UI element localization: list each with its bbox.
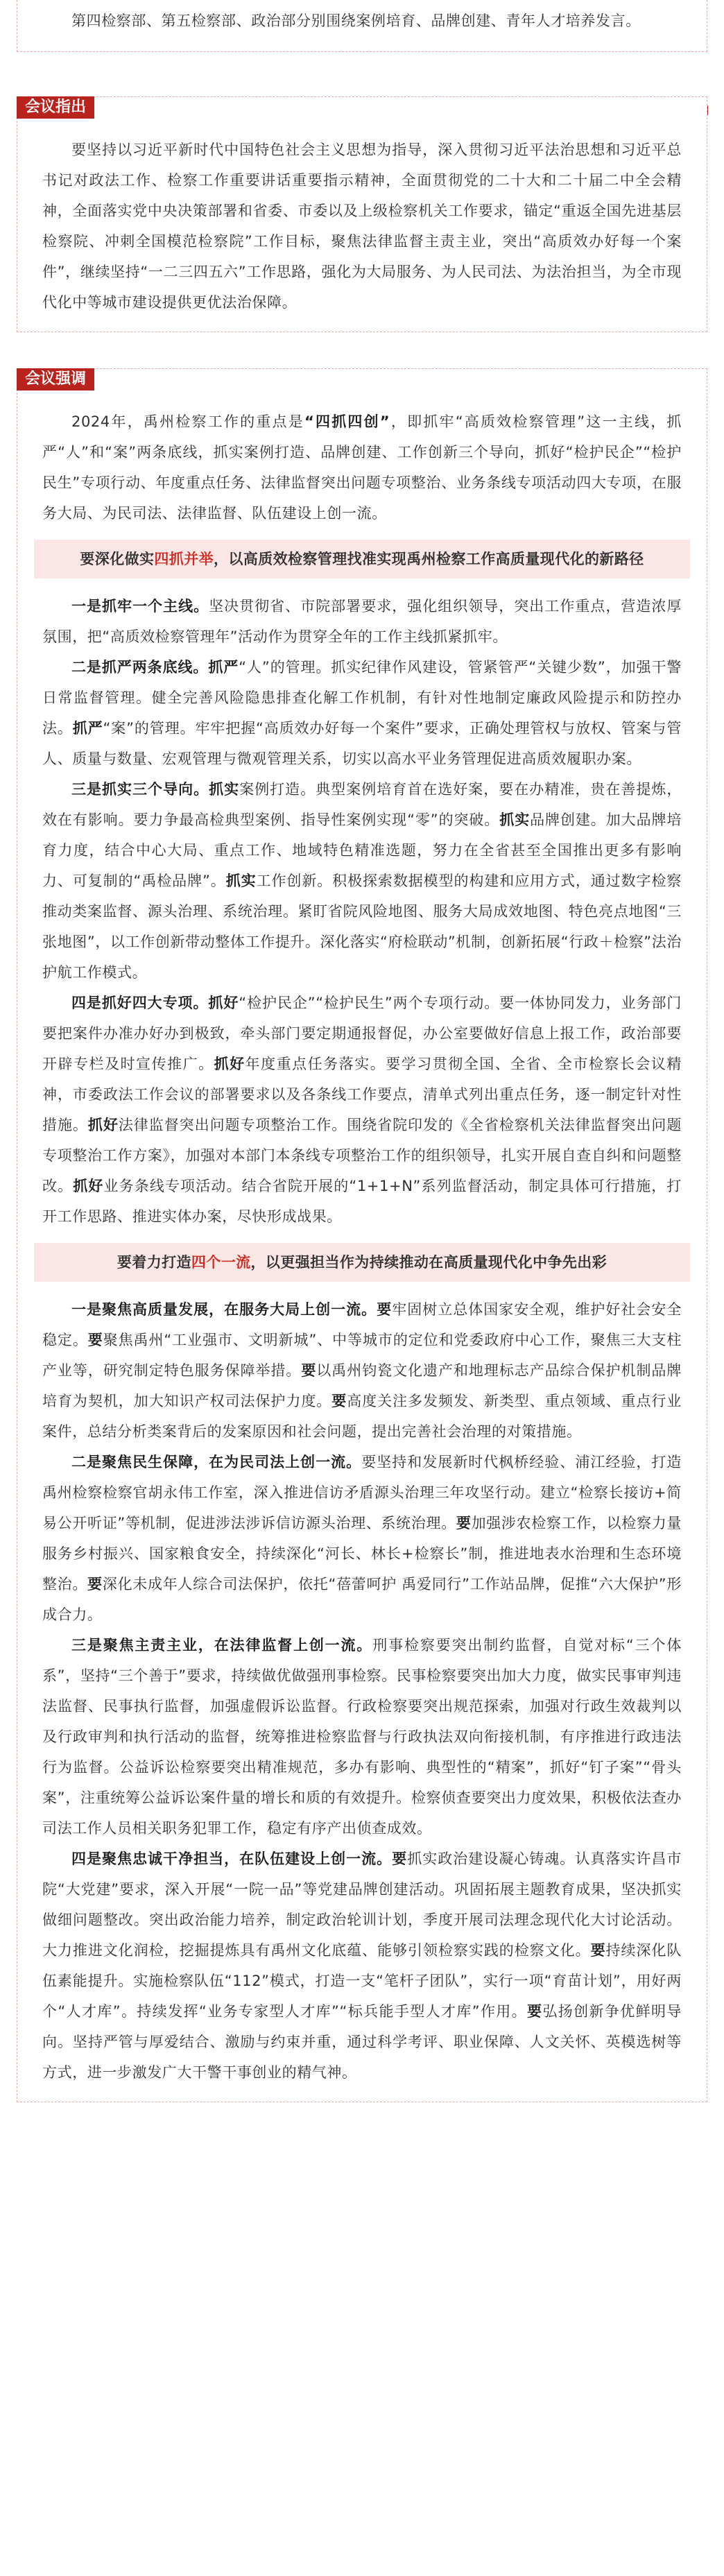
section-paragraph: 四是聚焦忠诚干净担当，在队伍建设上创一流。要抓实政治建设凝心铸魂。认真落实许昌市院“大党建”要求，深入开展“一院一品”等党建品牌创建活动。巩固拓展主题教育成果，坚决抓实做细问题整改。突出政治能力培养，制定政治轮训计划，季度开展司法理念现代化大讨论活动。大力推进文化润检，挖掘提炼具有禹州文化底蕴、能够引领检察实践的检察文化。要持续深化队伍素能提升。实施检察队伍“112”模式，打造一支“笔杆子团队”，实行一项“育苗计划”，用好两个“人才库”。持续发挥“业务专家型人才库”“标兵能手型人才库”作用。要弘扬创新争优鲜明导向。坚持严管与厚爱结合、激励与约束并重，通过科学考评、职业保障、人文关怀、英模选树等方式，进一步激发广大干警干事创业的精气神。 xyxy=(42,1851,682,2081)
subheading: 要着力打造四个一流，以更强担当作为持续推动在高质量现代化中争先出彩 xyxy=(34,1243,690,1282)
intro-box xyxy=(17,0,707,52)
section-paragraph: 一是聚焦高质量发展，在服务大局上创一流。要牢固树立总体国家安全观，维护好社会安全稳定。要聚焦禹州“工业强市、文明新城”、中等城市的定位和党委政府中心工作，聚焦三大支柱产业等，研究制定特色服务保障举措。要以禹州钧瓷文化遗产和地理标志产品综合保护机制品牌培育为契机，加大知识产权司法保护力度。要高度关注多发频发、新类型、重点领域、重点行业案件，总结分析类案背后的发案原因和社会问题，提出完善社会治理的对策措施。 xyxy=(42,1301,682,1440)
section-paragraph: 三是抓实三个导向。抓实案例打造。典型案例培育首在选好案，要在办精准，贵在善提炼，效在有影响。要力争最高检典型案例、指导性案例实现“零”的突破。抓实品牌创建。加大品牌培育力度，结合中心大局、重点工作、地域特色精准选题，努力在全省甚至全国推出更多有影响力、可复制的“禹检品牌”。抓实工作创新。积极探索数据模型的构建和应用方式，通过数字检察推动类案监督、源头治理、系统治理。紧盯省院风险地图、服务大局成效地图、特色亮点地图“三张地图”，以工作创新带动整体工作提升。深化落实“府检联动”机制，创新拓展“行政＋检察”法治护航工作模式。 xyxy=(42,781,682,981)
section-paragraph: 2024年，禹州检察工作的重点是“四抓四创”，即抓牢“高质效检察管理”这一主线，抓严“人”和“案”两条底线，抓实案例打造、品牌创建、工作创新三个导向，抓好“检护民企”“检护民生”专项行动、年度重点任务、法律监督突出问题专项整治、业务条线专项活动四大专项，在服务大局、为民司法、法律监督、队伍建设上创一流。 xyxy=(42,413,682,522)
section-paragraph: 一是抓牢一个主线。坚决贯彻省、市院部署要求，强化组织领导，突出工作重点，营造浓厚氛围，把“高质效检察管理年”活动作为贯穿全年的工作主线抓紧抓牢。 xyxy=(42,598,682,645)
section-paragraph: 要坚持以习近平新时代中国特色社会主义思想为指导，深入贯彻习近平法治思想和习近平总书记对政法工作、检察工作重要讲话重要指示精神，全面贯彻党的二十大和二十届二中全会精神，全面落实党中央决策部署和省委、市委以及上级检察机关工作要求，锚定“重返全国先进基层检察院、冲刺全国模范检察院”工作目标，聚焦法律监督主责主业，突出“高质效办好每一个案件”，继续坚持“一二三四五六”工作思路，强化为大局服务、为人民司法、为法治担当，为全市现代化中等城市建设提供更优法治保障。 xyxy=(42,141,682,311)
section-header-label: 会议强调 xyxy=(17,368,94,390)
section-header-label: 会议指出 xyxy=(17,96,94,119)
section-paragraph: 二是聚焦民生保障，在为民司法上创一流。要坚持和发展新时代枫桥经验、浦江经验，打造禹州检察检察官胡永伟工作室，深入推进信访矛盾源头治理三年攻坚行动。建立“检察长接访+简易公开听证”等机制，促进涉法涉诉信访源头治理、系统治理。要加强涉农检察工作，以检察力量服务乡村振兴、国家粮食安全，持续深化“河长、林长+检察长”制，推进地表水治理和生态环境整治。要深化未成年人综合司法保护，依托“蓓蕾呵护 禹爱同行”工作站品牌，促推“六大保护”形成合力。 xyxy=(42,1454,682,1623)
subheading: 要深化做实四抓并举，以高质效检察管理找准实现禹州检察工作高质量现代化的新路径 xyxy=(34,540,690,578)
intro-text: 第四检察部、第五检察部、政治部分别围绕案例培育、品牌创建、青年人才培养发言。 xyxy=(71,12,641,29)
section-paragraph: 三是聚焦主责主业，在法律监督上创一流。刑事检察要突出制约监督，自觉对标“三个体系”，坚持“三个善于”要求，持续做优做强刑事检察。民事检察要突出加大力度，做实民事审判违法监督、民事执行监督，加强虚假诉讼监督。行政检察要突出规范探索，加强对行政生效裁判以及行政审判和执行活动的监督，统筹推进检察监督与行政执法双向衔接机制，有序推进行政违法行为监督。公益诉讼检察要突出精准规范，多办有影响、典型性的“精案”，抓好“钉子案”“骨头案”，注重统筹公益诉讼案件量的增长和质的有效提升。检察侦查要突出力度效果，积极依法查办司法工作人员相关职务犯罪工作，稳定有序产出侦查成效。 xyxy=(42,1637,682,1837)
section-meeting-emphasis xyxy=(17,368,707,2102)
section-meeting-points xyxy=(17,96,707,332)
section-paragraph: 二是抓严两条底线。抓严“人”的管理。抓实纪律作风建设，管紧管严“关键少数”，加强干警日常监督管理。健全完善风险隐患排查化解工作机制，有针对性地制定廉政风险提示和防控办法。抓严“案”的管理。牢牢把握“高质效办好每一个案件”要求，正确处理管权与放权、管案与管人、质量与数量、宏观管理与微观管理关系，切实以高水平业务管理促进高质效履职办案。 xyxy=(42,659,682,767)
section-paragraph: 四是抓好四大专项。抓好“检护民企”“检护民生”两个专项行动。要一体协同发力，业务部门要把案件办准办好办到极致，牵头部门要定期通报督促，办公室要做好信息上报工作，政治部要开辟专栏及时宣传推广。抓好年度重点任务落实。要学习贯彻全国、全省、全市检察长会议精神，市委政法工作会议的部署要求以及各条线工作要点，清单式列出重点任务，逐一制定针对性措施。抓好法律监督突出问题专项整治工作。围绕省院印发的《全省检察机关法律监督突出问题专项整治工作方案》，加强对本部门本条线专项整治工作的组织领导，扎实开展自查自纠和问题整改。抓好业务条线专项活动。结合省院开展的“1+1+N”系列监督活动，制定具体可行措施，打开工作思路、推进实体办案，尽快形成战果。 xyxy=(42,995,682,1225)
